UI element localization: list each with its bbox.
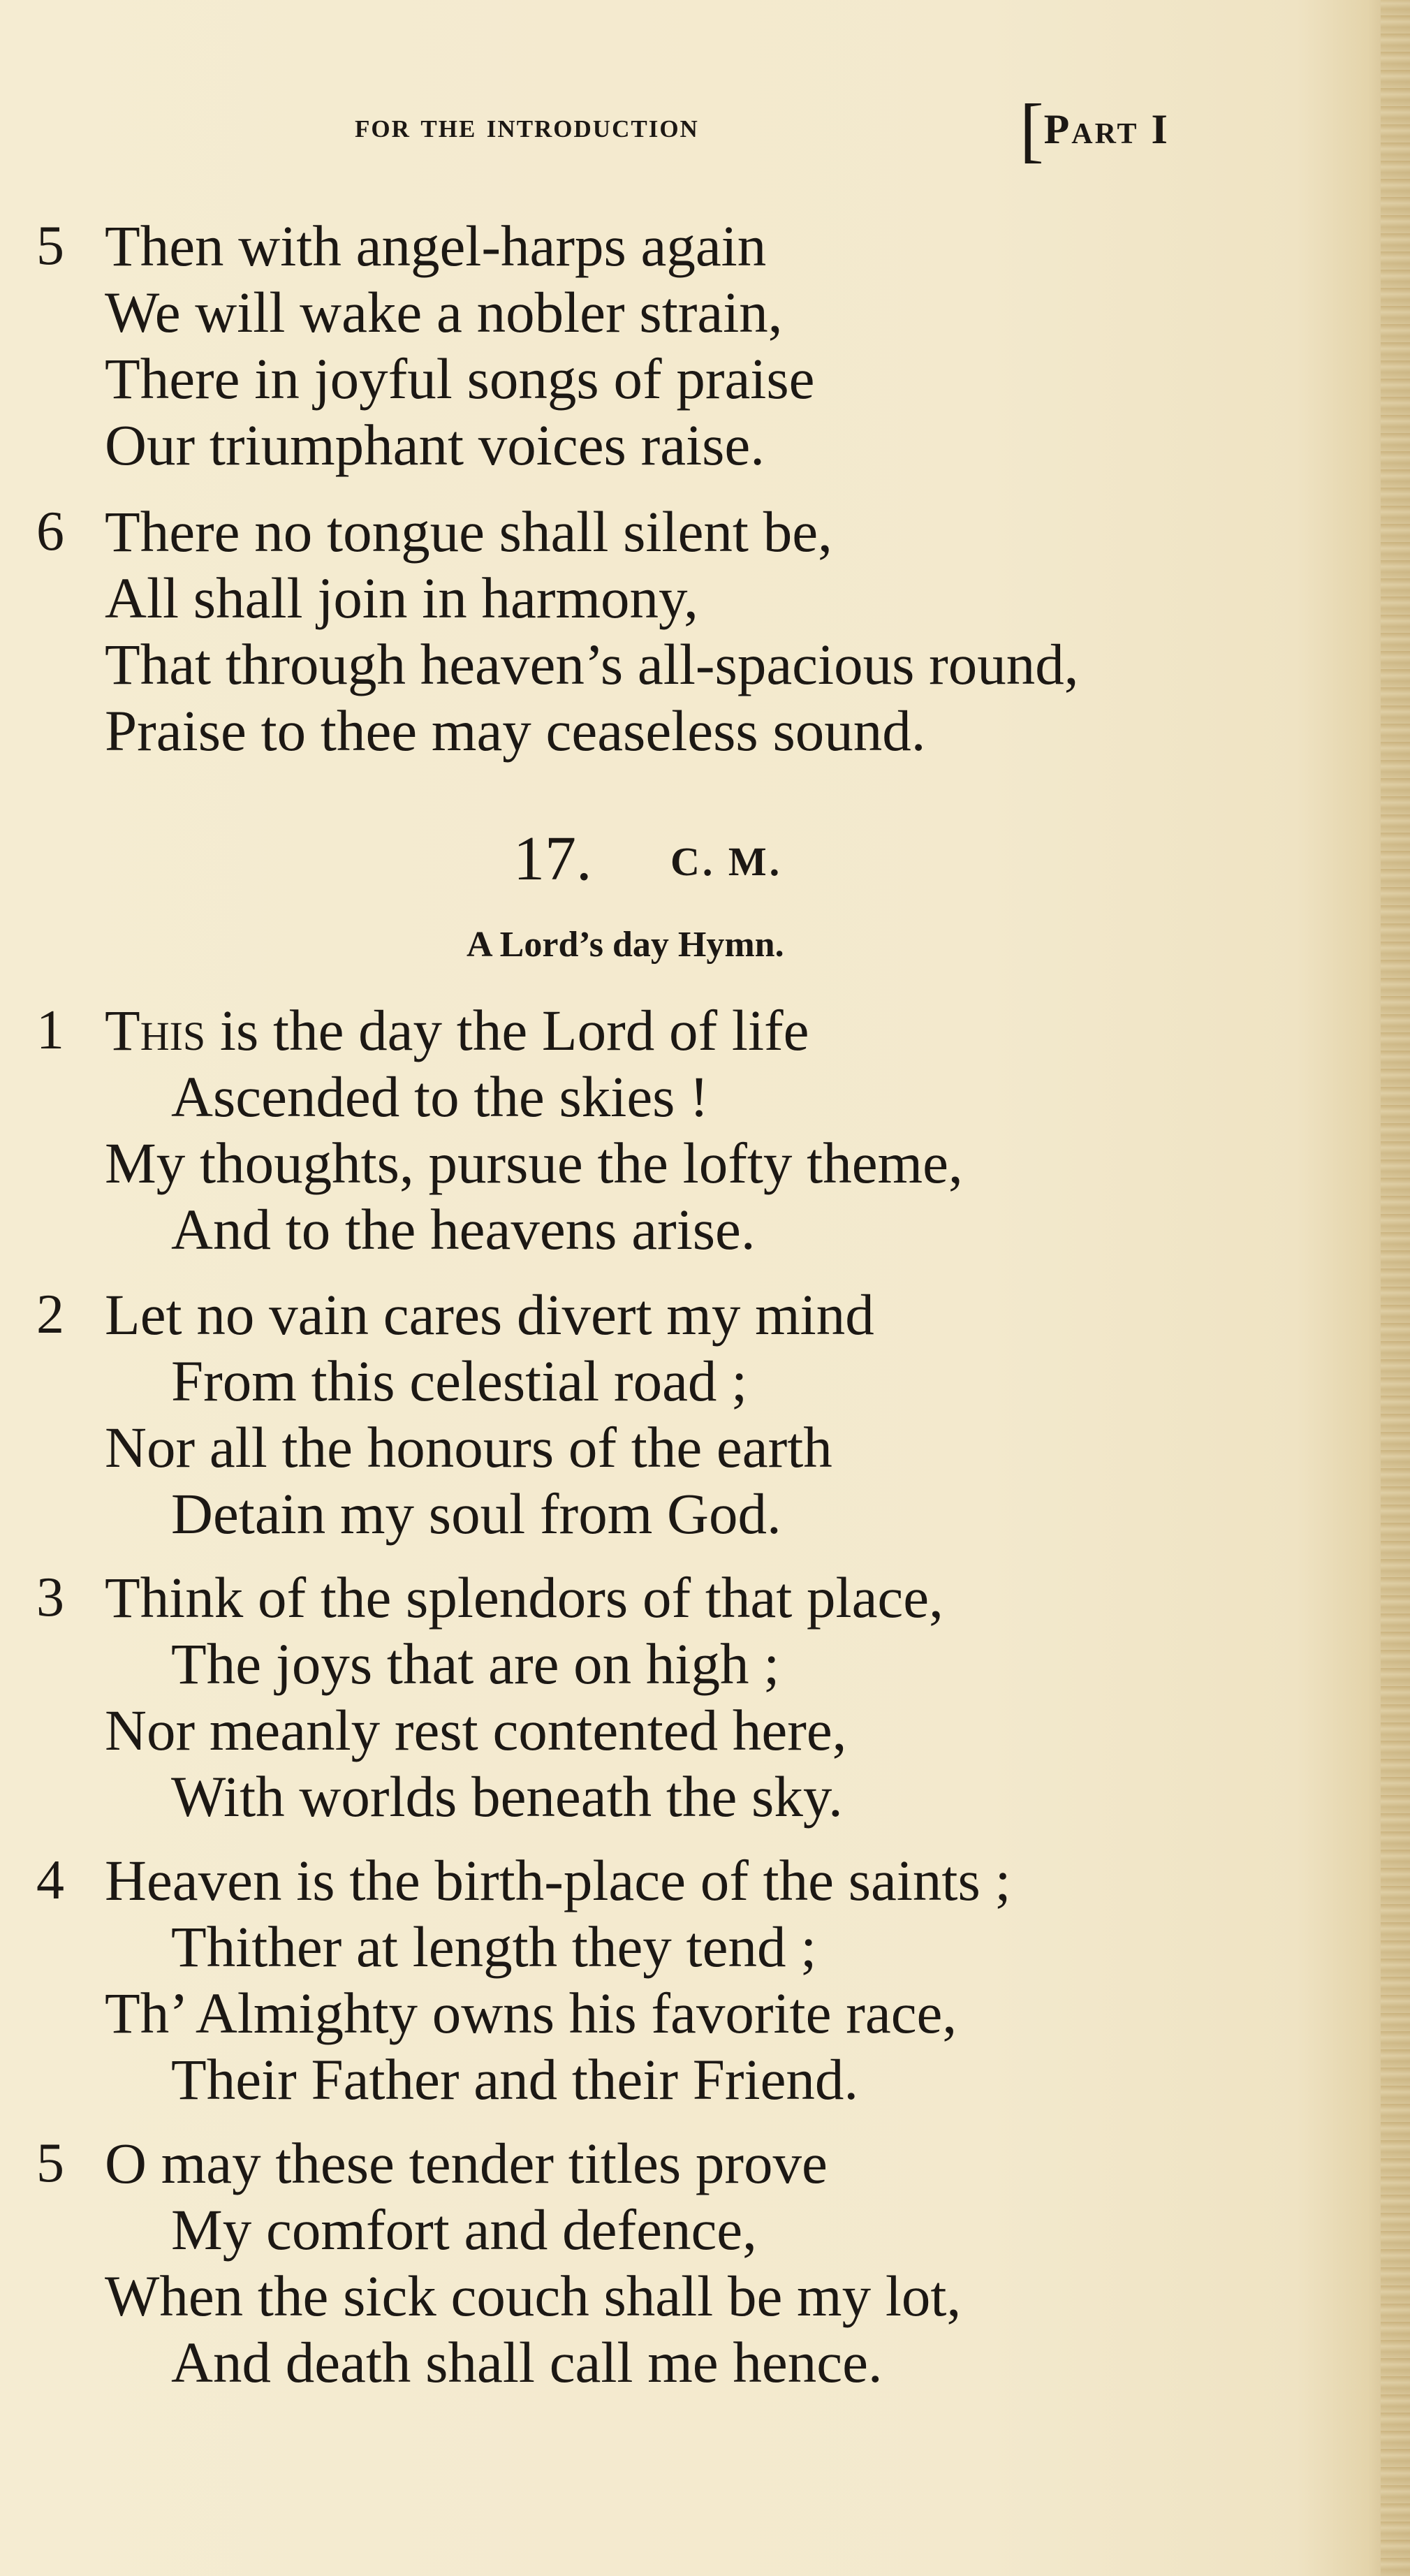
stanza-number: 2 bbox=[36, 1284, 64, 1345]
verse-line-rest: is the day the Lord of life bbox=[205, 998, 809, 1062]
verse-line: My thoughts, pursue the lofty theme, bbox=[105, 1131, 963, 1195]
verse-line: The joys that are on high ; bbox=[171, 1632, 780, 1696]
verse-line: With worlds beneath the sky. bbox=[171, 1764, 843, 1829]
page-edge-shading bbox=[1381, 0, 1410, 2576]
hymn-number: 17. bbox=[513, 824, 592, 893]
verse-line bbox=[105, 997, 809, 1064]
verse-line: Nor all the honours of the earth bbox=[105, 1415, 832, 1479]
hymn-subtitle: A Lord’s day Hymn. bbox=[467, 925, 784, 965]
verse-line: Th’ Almighty owns his favorite race, bbox=[105, 1981, 957, 2045]
stanza-number: 4 bbox=[36, 1850, 64, 1911]
verse-line: Let no vain cares divert my mind bbox=[105, 1282, 874, 1347]
hymn-meter: C. M. bbox=[670, 839, 783, 884]
verse-line: That through heaven’s all-spacious round, bbox=[105, 632, 1079, 696]
stanza-number: 6 bbox=[36, 501, 64, 562]
verse-line: And to the heavens arise. bbox=[171, 1197, 756, 1261]
verse-line: Their Father and their Friend. bbox=[171, 2047, 859, 2112]
verse-line: Detain my soul from God. bbox=[171, 1481, 781, 1546]
verse-line: Then with angel-harps again bbox=[105, 214, 767, 278]
header-bracket: [ bbox=[1020, 89, 1044, 170]
first-word-small-caps: This bbox=[105, 998, 206, 1062]
verse-line: Praise to thee may ceaseless sound. bbox=[105, 698, 926, 763]
verse-line: Ascended to the skies ! bbox=[171, 1064, 709, 1129]
verse-line: Nor meanly rest contented here, bbox=[105, 1698, 847, 1762]
stanza-number: 1 bbox=[36, 1000, 64, 1061]
verse-line: Thither at length they tend ; bbox=[171, 1915, 817, 1979]
verse-line: There in joyful songs of praise bbox=[105, 346, 815, 411]
verse-line: We will wake a nobler strain, bbox=[105, 280, 783, 344]
verse-line: My comfort and defence, bbox=[171, 2197, 757, 2262]
verse-line: O may these tender titles prove bbox=[105, 2131, 828, 2195]
verse-line: Heaven is the birth-place of the saints ; bbox=[105, 1848, 1011, 1912]
verse-line: And death shall call me hence. bbox=[171, 2330, 883, 2394]
verse-line: From this celestial road ; bbox=[171, 1349, 748, 1413]
verse-line: There no tongue shall silent be, bbox=[105, 499, 832, 564]
verse-line: Our triumphant voices raise. bbox=[105, 413, 765, 477]
stanza-number: 5 bbox=[36, 215, 64, 277]
running-header-title: for the introduction bbox=[355, 105, 699, 145]
stanza-number: 3 bbox=[36, 1567, 64, 1628]
verse-line: When the sick couch shall be my lot, bbox=[105, 2264, 962, 2328]
header-part-label: Part I bbox=[1043, 106, 1170, 152]
verse-line: All shall join in harmony, bbox=[105, 566, 698, 630]
stanza-number: 5 bbox=[36, 2132, 64, 2194]
verse-line: Think of the splendors of that place, bbox=[105, 1565, 943, 1630]
hymn-heading bbox=[0, 821, 1410, 898]
running-header bbox=[0, 89, 1410, 170]
running-header-part bbox=[1020, 88, 1170, 171]
